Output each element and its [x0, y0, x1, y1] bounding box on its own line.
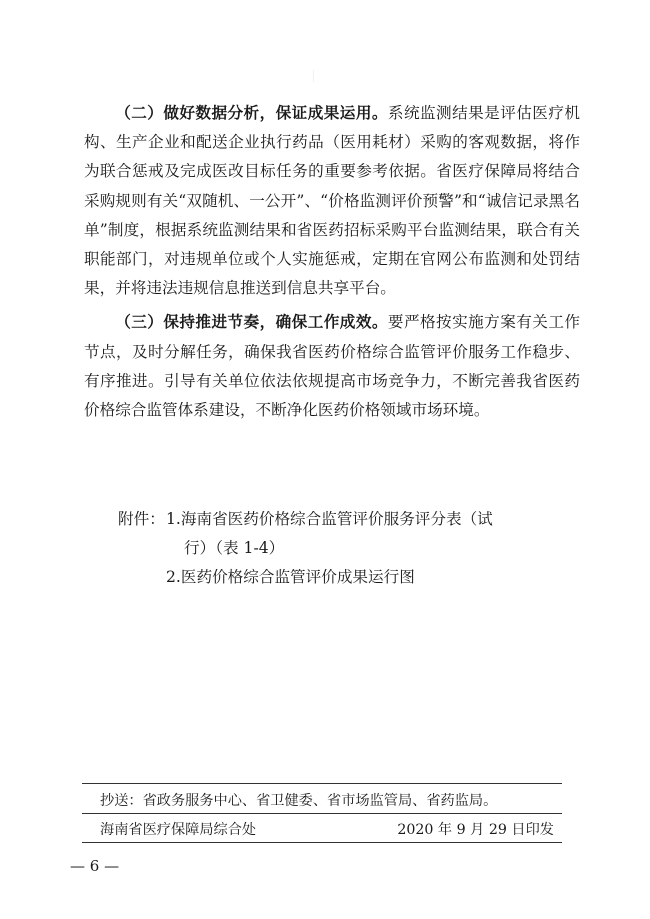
footer-rule-top	[82, 783, 562, 784]
footer-rule-bottom	[82, 842, 562, 843]
section-2-heading: （二）做好数据分析，保证成果运用。	[115, 103, 388, 122]
attachment-1-continuation: 行）（表 1-4）	[184, 539, 285, 558]
attachment-1-line-1: 1.海南省医药价格综合监管评价服务评分表（试	[166, 510, 493, 528]
section-3-heading: （三）保持推进节奏，确保工作成效。	[115, 312, 388, 332]
attachments-label: 附件：	[118, 510, 165, 528]
issuer: 海南省医疗保障局综合处	[100, 822, 257, 838]
paragraph-section-3	[84, 307, 580, 425]
section-2-body: 系统监测结果是评估医疗机构、生产企业和配送企业执行药品（医用耗材）采购的客观数据，将作为联合惩戒及完成医改目标任务的重要参考依据。省医疗保障局将结合采购规则有关“双随机、一公开”、“价格监测评价预警”和“诚信记录黑名单”制度，根据系统监测结果和省医药招标采购平台监测结果，联合有关职能部门，对违规单位或个人实施惩戒，定期在官网公布监测和处罚结果，并将违法违规信息推送到信息共享平台。	[84, 104, 580, 298]
attachments-block	[118, 505, 556, 593]
footer-rule-middle	[82, 813, 562, 814]
faint-mark	[313, 70, 320, 82]
attachment-item-2: 2.医药价格综合监管评价成果运行图	[166, 568, 415, 587]
main-text	[84, 98, 580, 425]
cc-line: 抄送：省政务服务中心、省卫健委、省市场监管局、省药监局。	[100, 793, 498, 809]
attachment-1-line-2	[166, 534, 556, 563]
page-number: — 6 —	[70, 857, 120, 875]
attachment-item-1	[118, 505, 556, 534]
paragraph-section-2	[84, 98, 580, 303]
issue-date: 2020 年 9 月 29 日印发	[397, 822, 554, 838]
section-3-body: 要严格按实施方案有关工作节点，及时分解任务，确保我省医药价格综合监管评价服务工作稳步、有序推进。引导有关单位依法依规提高市场竞争力，不断完善我省医药价格综合监管体系建设，不断净化医药价格领域市场环境。	[84, 313, 580, 420]
